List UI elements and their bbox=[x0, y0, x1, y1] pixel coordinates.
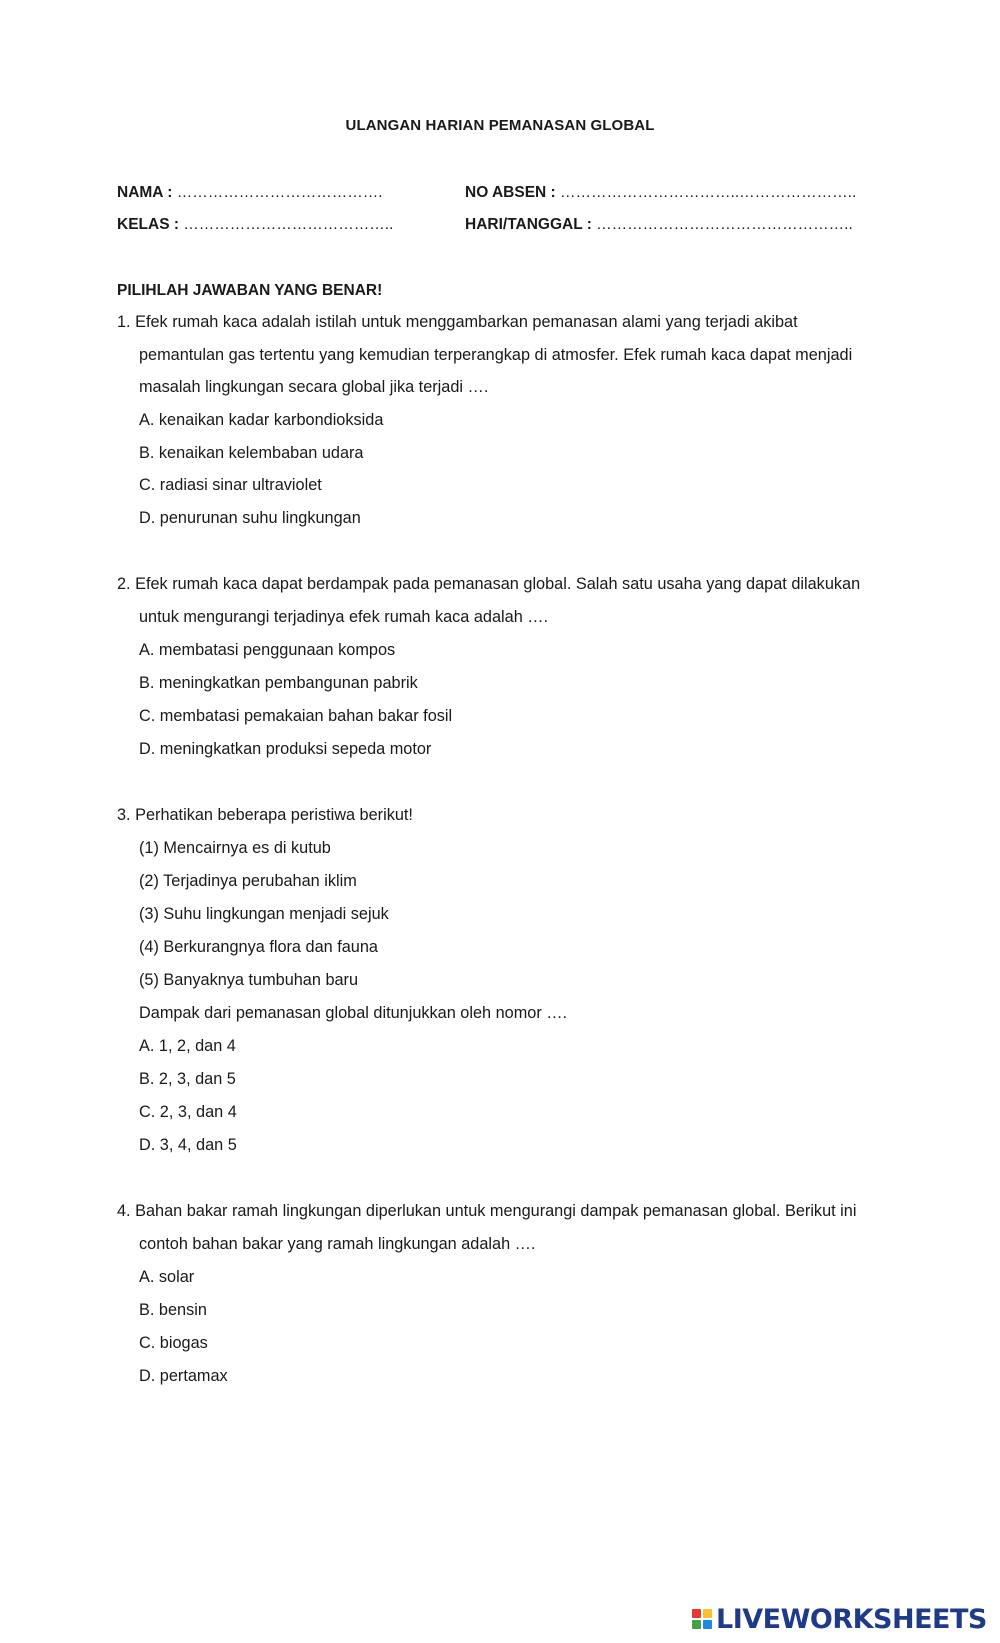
question-1-text: pemantulan gas tertentu yang kemudian terperangkap di atmosfer. Efek rumah kaca dapat menjadi bbox=[139, 346, 853, 364]
question-3-option-a[interactable]: A. 1, 2, dan 4 bbox=[139, 1037, 236, 1055]
question-3-statement: (2) Terjadinya perubahan iklim bbox=[139, 872, 357, 890]
question-3-statement: (4) Berkurangnya flora dan fauna bbox=[139, 938, 378, 956]
question-1-option-d[interactable]: D. penurunan suhu lingkungan bbox=[139, 509, 361, 527]
liveworksheets-logo bbox=[692, 1604, 987, 1634]
page-title: ULANGAN HARIAN PEMANASAN GLOBAL bbox=[345, 117, 655, 134]
question-3-statement: (1) Mencairnya es di kutub bbox=[139, 839, 331, 857]
nama-blank: …………………………………. bbox=[172, 184, 383, 201]
no-absen-blank: ……………………………..………………….. bbox=[555, 184, 857, 201]
question-1-option-a[interactable]: A. kenaikan kadar karbondioksida bbox=[139, 411, 384, 429]
question-2-text: untuk mengurangi terjadinya efek rumah kaca adalah …. bbox=[139, 608, 549, 626]
question-3-statement: (5) Banyaknya tumbuhan baru bbox=[139, 971, 359, 989]
question-3-text: 3. Perhatikan beberapa peristiwa berikut! bbox=[117, 806, 413, 824]
logo-text: LIVEWORKSHEETS bbox=[716, 1603, 987, 1635]
hari-tanggal-blank: ………………………………………….. bbox=[591, 216, 853, 233]
question-2-text: 2. Efek rumah kaca dapat berdampak pada pemanasan global. Salah satu usaha yang dapat dilakukan bbox=[117, 575, 861, 593]
question-2-option-c[interactable]: C. membatasi pemakaian bahan bakar fosil bbox=[139, 707, 453, 725]
question-3-option-c[interactable]: C. 2, 3, dan 4 bbox=[139, 1103, 237, 1121]
nama-field bbox=[117, 184, 383, 202]
instruction: PILIHLAH JAWABAN YANG BENAR! bbox=[117, 282, 383, 299]
question-4-option-d[interactable]: D. pertamax bbox=[139, 1367, 228, 1385]
question-1-text: 1. Efek rumah kaca adalah istilah untuk menggambarkan pemanasan alami yang terjadi akibat bbox=[117, 313, 798, 331]
question-3-text: Dampak dari pemanasan global ditunjukkan oleh nomor …. bbox=[139, 1004, 568, 1022]
question-4-option-a[interactable]: A. solar bbox=[139, 1268, 195, 1286]
question-3-option-d[interactable]: D. 3, 4, dan 5 bbox=[139, 1136, 237, 1154]
question-4-option-b[interactable]: B. bensin bbox=[139, 1301, 207, 1319]
kelas-label: KELAS : bbox=[117, 216, 179, 233]
question-1-option-b[interactable]: B. kenaikan kelembaban udara bbox=[139, 444, 364, 462]
kelas-blank: ………………………………….. bbox=[179, 216, 394, 233]
question-4-text: contoh bahan bakar yang ramah lingkungan adalah …. bbox=[139, 1235, 536, 1253]
kelas-field bbox=[117, 216, 393, 234]
nama-label: NAMA : bbox=[117, 184, 173, 201]
question-2-option-a[interactable]: A. membatasi penggunaan kompos bbox=[139, 641, 396, 659]
hari-tanggal-label: HARI/TANGGAL : bbox=[465, 216, 592, 233]
question-1-option-c[interactable]: C. radiasi sinar ultraviolet bbox=[139, 476, 322, 494]
question-3-option-b[interactable]: B. 2, 3, dan 5 bbox=[139, 1070, 236, 1088]
question-3-statement: (3) Suhu lingkungan menjadi sejuk bbox=[139, 905, 389, 923]
no-absen-field bbox=[465, 184, 856, 202]
logo-mark-icon bbox=[692, 1609, 712, 1629]
no-absen-label: NO ABSEN : bbox=[465, 184, 556, 201]
question-1-text: masalah lingkungan secara global jika terjadi …. bbox=[139, 378, 489, 396]
hari-tanggal-field bbox=[465, 216, 853, 234]
question-2-option-b[interactable]: B. meningkatkan pembangunan pabrik bbox=[139, 674, 418, 692]
question-4-text: 4. Bahan bakar ramah lingkungan diperlukan untuk mengurangi dampak pemanasan global. Berikut ini bbox=[117, 1202, 857, 1220]
question-4-option-c[interactable]: C. biogas bbox=[139, 1334, 208, 1352]
question-2-option-d[interactable]: D. meningkatkan produksi sepeda motor bbox=[139, 740, 432, 758]
